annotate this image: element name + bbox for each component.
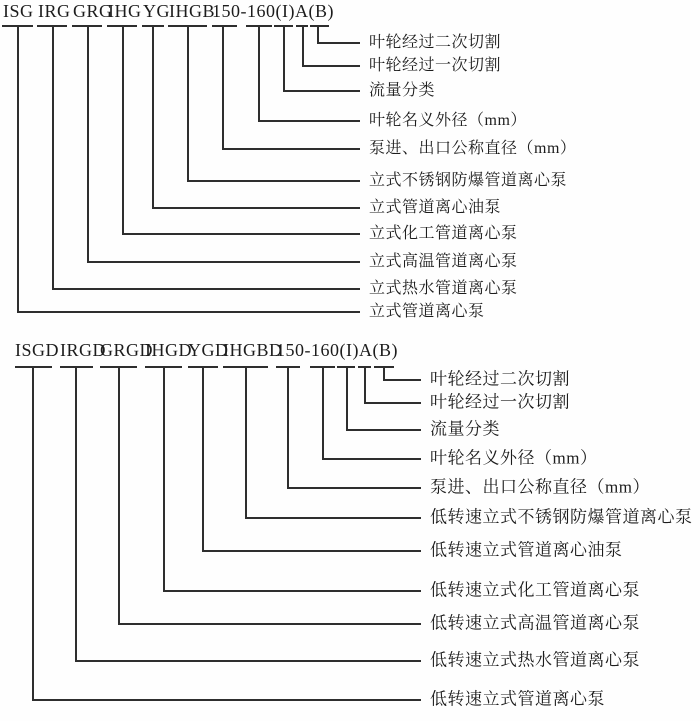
code-meaning-label: 叶轮经过一次切割	[430, 392, 570, 412]
model-code-token: IHGB	[169, 1, 215, 21]
model-code-token: IRG	[38, 1, 71, 21]
code-meaning-label: 叶轮名义外径（mm）	[369, 112, 527, 130]
model-code-token: IRGD	[60, 340, 106, 360]
connector-vertical	[245, 366, 247, 519]
connector-horizontal	[75, 660, 421, 662]
code-meaning-label: 流量分类	[369, 82, 436, 100]
model-code-token: 150-160(I)A(B)	[276, 340, 398, 360]
code-meaning-label: 泵进、出口公称直径（mm）	[369, 140, 577, 158]
connector-vertical	[163, 366, 165, 592]
code-meaning-label: 低转速立式高温管道离心泵	[430, 613, 640, 633]
connector-horizontal	[32, 699, 421, 701]
code-meaning-label: 立式管道离心油泵	[369, 199, 502, 217]
connector-horizontal	[245, 517, 421, 519]
connector-horizontal	[364, 402, 421, 404]
connector-vertical	[287, 366, 289, 489]
connector-horizontal	[163, 590, 421, 592]
code-meaning-label: 泵进、出口公称直径（mm）	[430, 477, 650, 497]
connector-horizontal	[322, 458, 421, 460]
code-meaning-label: 立式管道离心泵	[369, 303, 485, 321]
code-meaning-label: 叶轮名义外径（mm）	[430, 448, 598, 468]
connector-horizontal	[383, 379, 421, 381]
connector-vertical	[75, 366, 77, 662]
code-meaning-label: 叶轮经过二次切割	[430, 369, 570, 389]
model-code-token: YG	[143, 1, 170, 21]
code-meaning-label: 立式高温管道离心泵	[369, 253, 518, 271]
connector-horizontal	[346, 429, 421, 431]
connector-horizontal	[118, 623, 421, 625]
connector-vertical	[346, 366, 348, 431]
model-code-token: GRG	[73, 1, 113, 21]
connector-vertical	[322, 366, 324, 460]
code-meaning-label: 立式不锈钢防爆管道离心泵	[369, 172, 568, 190]
model-code-token: IHG	[108, 1, 142, 21]
code-meaning-label: 流量分类	[430, 419, 500, 439]
code-meaning-label: 低转速立式热水管道离心泵	[430, 650, 640, 670]
connector-vertical	[364, 366, 366, 404]
code-meaning-label: 低转速立式管道离心泵	[430, 689, 605, 709]
code-meaning-label: 叶轮经过二次切割	[369, 34, 502, 52]
model-code-token: YGD	[188, 340, 229, 360]
connector-vertical	[118, 366, 120, 625]
code-meaning-label: 立式热水管道离心泵	[369, 280, 518, 298]
code-meaning-label: 低转速立式不锈钢防爆管道离心泵	[430, 507, 693, 527]
model-code-token: IHGBD	[223, 340, 283, 360]
model-code-token: ISGD	[15, 340, 60, 360]
model-code-token: 150-160(I)A(B)	[212, 1, 334, 21]
code-meaning-label: 叶轮经过一次切割	[369, 57, 502, 75]
code-meaning-label: 立式化工管道离心泵	[369, 225, 518, 243]
connector-vertical	[32, 366, 34, 701]
connector-horizontal	[202, 550, 421, 552]
code-meaning-label: 低转速立式化工管道离心泵	[430, 580, 640, 600]
model-code-token: GRGD	[100, 340, 154, 360]
connector-vertical	[202, 366, 204, 552]
connector-horizontal	[287, 487, 421, 489]
model-code-token: IHGD	[145, 340, 192, 360]
code-meaning-label: 低转速立式管道离心油泵	[430, 540, 623, 560]
model-code-token: ISG	[3, 1, 34, 21]
